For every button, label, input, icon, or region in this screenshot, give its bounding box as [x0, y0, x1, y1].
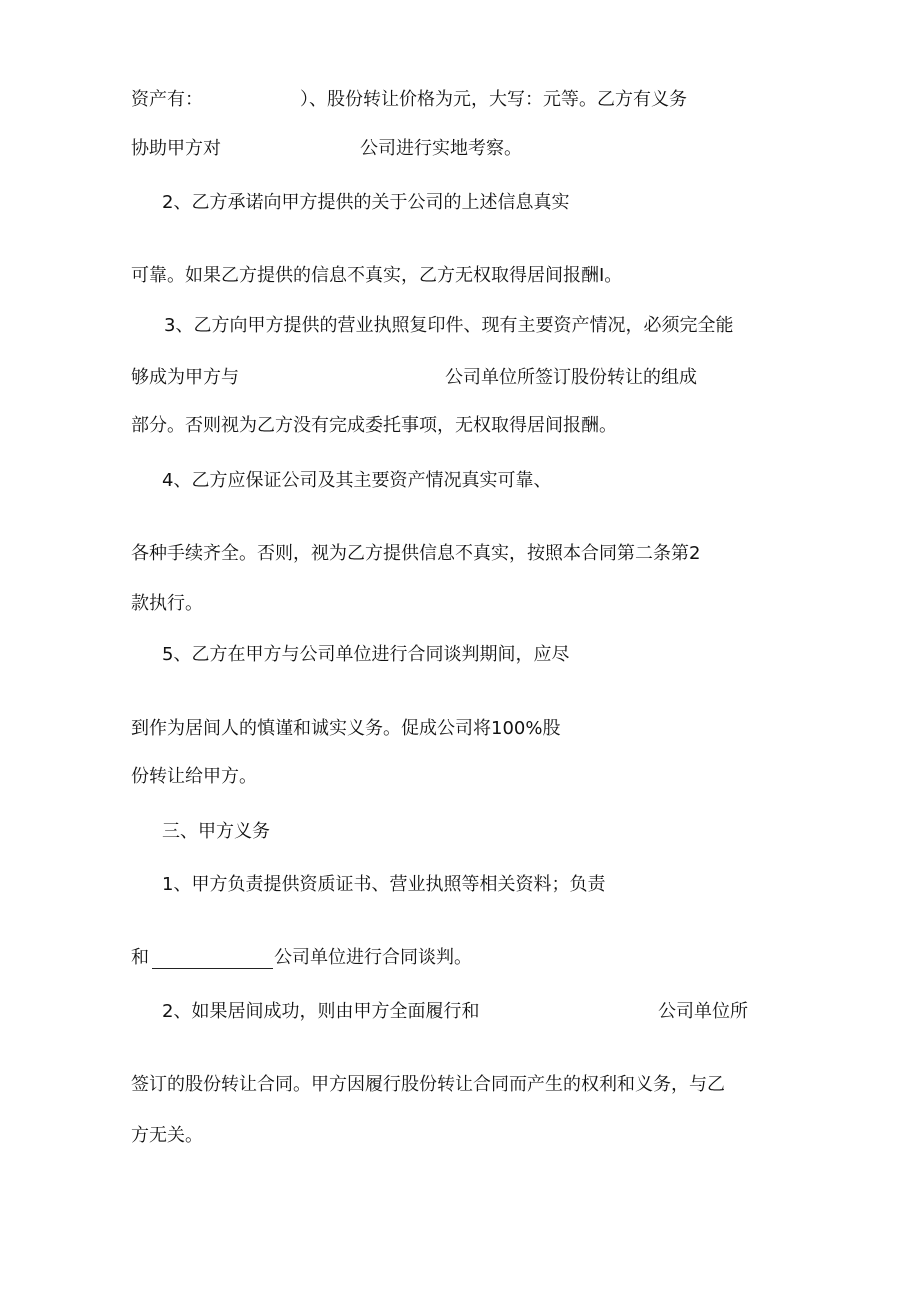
text-segment: 协助甲方对: [131, 138, 221, 159]
text-segment: 资产有：: [131, 89, 203, 110]
text-segment: 公司单位所: [658, 1001, 748, 1022]
text-segment: 1、甲方负责提供资质证书、营业执照等相关资料；负责: [162, 874, 606, 895]
text-segment: 部分。否则视为乙方没有完成委托事项，无权取得居间报酬。: [131, 415, 617, 436]
text-segment: 公司进行实地考察。: [360, 138, 522, 159]
text-segment: 和: [131, 947, 149, 968]
text-segment: ）、股份转让价格为元，大写：元等。乙方有义务: [300, 89, 687, 110]
text-segment: 公司单位所签订股份转让的组成: [445, 367, 697, 388]
text-segment: 公司单位进行合同谈判。: [274, 947, 472, 968]
text-segment: 三、甲方义务: [162, 821, 270, 842]
fill-in-blank: [152, 946, 273, 969]
text-segment: 4、乙方应保证公司及其主要资产情况真实可靠、: [162, 470, 552, 491]
text-segment: 3、乙方向甲方提供的营业执照复印件、现有主要资产情况，必须完全能: [164, 315, 734, 336]
text-segment: 方无关。: [131, 1125, 203, 1146]
text-segment: 款执行。: [131, 593, 203, 614]
text-segment: 各种手续齐全。否则，视为乙方提供信息不真实，按照本合同第二条第2: [131, 543, 701, 564]
text-segment: 到作为居间人的慎谨和诚实义务。促成公司将100%股: [131, 718, 561, 739]
text-segment: 2、乙方承诺向甲方提供的关于公司的上述信息真实: [162, 192, 570, 213]
text-segment: 签订的股份转让合同。甲方因履行股份转让合同而产生的权利和义务，与乙: [131, 1074, 725, 1095]
text-segment: 5、乙方在甲方与公司单位进行合同谈判期间，应尽: [162, 644, 570, 665]
text-segment: 份转让给甲方。: [131, 766, 257, 787]
text-segment: 2、如果居间成功，则由甲方全面履行和: [162, 1001, 480, 1022]
text-segment: 够成为甲方与: [131, 367, 239, 388]
text-segment: 可靠。如果乙方提供的信息不真实，乙方无权取得居间报酬I。: [131, 265, 623, 286]
